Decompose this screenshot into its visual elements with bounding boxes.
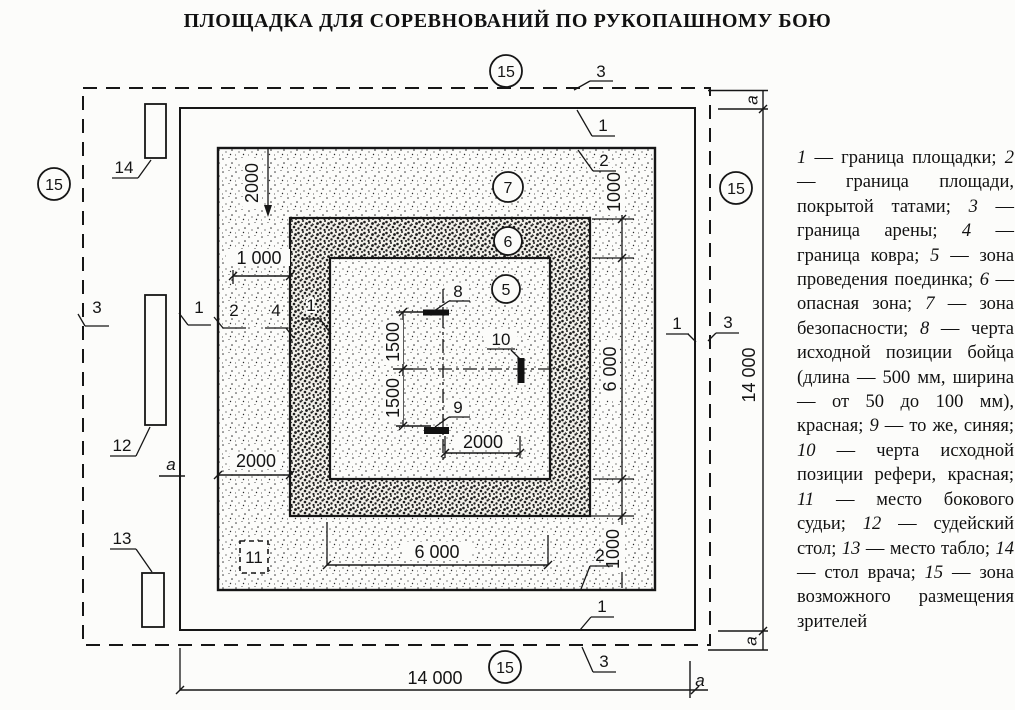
- callout-judge-table: [110, 427, 150, 456]
- svg-text:2000: 2000: [235, 451, 277, 471]
- dim-label-half-lower: 1500: [382, 377, 403, 419]
- svg-text:1: 1: [306, 296, 316, 315]
- zone-callout-spectators-right: [720, 172, 752, 204]
- callout-scoreboard: [110, 529, 152, 572]
- legend-item: 8 — черта исходной позиции бойца (длина — 500 мм, ширина — от 50 до 100 мм), красная;: [797, 318, 1014, 437]
- svg-text:5: 5: [501, 282, 511, 299]
- legend-item: 13 — место табло;: [841, 538, 991, 559]
- doctor-table: [145, 104, 166, 158]
- side-judge-place: [240, 541, 268, 573]
- zone-callout-spectators-left: [38, 168, 70, 200]
- section-mark-left: а: [166, 455, 176, 474]
- svg-text:7: 7: [503, 180, 513, 197]
- svg-text:3: 3: [92, 298, 102, 317]
- section-mark-bottom: а: [695, 671, 705, 690]
- legend-item: 7 — зона безопасности;: [797, 294, 1015, 339]
- svg-text:9: 9: [453, 398, 463, 417]
- svg-text:1: 1: [597, 597, 607, 616]
- fighter-start-line-blue: [424, 427, 449, 434]
- legend-item: 6 — опасная зона;: [797, 270, 1015, 315]
- zone-callout-spectators-top: [490, 55, 522, 87]
- legend-item: 10 — черта исходной позиции рефери, красная;: [797, 440, 1015, 486]
- callout-site-boundary-bottom: [580, 597, 614, 630]
- legend: [797, 146, 1014, 634]
- legend-item: 12 — судейский стол;: [797, 514, 1015, 559]
- svg-text:3: 3: [723, 313, 733, 332]
- svg-text:15: 15: [727, 181, 745, 198]
- svg-text:6 000: 6 000: [414, 542, 460, 562]
- callout-site-boundary-right: [666, 314, 696, 342]
- svg-text:8: 8: [453, 282, 463, 301]
- svg-text:15: 15: [496, 660, 514, 677]
- callout-arena-boundary-right: [708, 313, 739, 341]
- svg-text:14: 14: [114, 158, 134, 177]
- side-judge-label: 11: [245, 548, 263, 567]
- svg-text:1000: 1000: [602, 528, 623, 570]
- callout-site-boundary-left: [179, 298, 211, 325]
- section-mark-bottom-right: а: [741, 636, 761, 646]
- judge-table: [145, 295, 166, 425]
- callout-arena-boundary-bottom: [582, 647, 616, 672]
- section-mark-top-right: а: [742, 95, 762, 105]
- section-mark-left-group: [159, 455, 185, 476]
- svg-text:1 000: 1 000: [236, 248, 282, 268]
- legend-item: 15 — зона возможного размещения зрителей: [797, 562, 1014, 632]
- page-title: ПЛОЩАДКА ДЛЯ СОРЕВНОВАНИЙ ПО РУКОПАШНОМУ БОЮ: [183, 10, 832, 32]
- dim-label-width-total: 14 000: [407, 668, 463, 688]
- zone-callout-danger: [494, 227, 522, 255]
- legend-item: 9 — то же, синяя;: [869, 416, 1015, 437]
- zone-callout-spectators-bottom: [489, 651, 521, 683]
- legend-item: 3 — граница арены;: [797, 196, 1015, 242]
- legend-item: 14 — стол врача;: [797, 538, 1015, 583]
- legend-item: 11 — место бокового судьи;: [797, 489, 1014, 535]
- legend-item: 2 — граница площади, покрытой татами;: [797, 148, 1014, 217]
- callout-site-boundary-top: [577, 110, 615, 136]
- svg-text:2000: 2000: [241, 162, 262, 204]
- svg-text:1: 1: [672, 314, 682, 333]
- svg-text:10: 10: [491, 330, 511, 349]
- svg-text:1000: 1000: [603, 171, 624, 213]
- svg-text:6: 6: [503, 234, 513, 251]
- svg-text:2: 2: [599, 151, 609, 170]
- svg-text:4: 4: [271, 301, 281, 320]
- svg-text:15: 15: [45, 177, 63, 194]
- legend-item: 5 — зона проведения поединка;: [797, 245, 1015, 291]
- svg-text:13: 13: [112, 529, 132, 548]
- svg-text:2: 2: [229, 301, 239, 320]
- svg-text:15: 15: [497, 64, 515, 81]
- svg-text:12: 12: [112, 436, 132, 455]
- legend-item: 1 — граница площадки;: [797, 148, 997, 168]
- dim-label-half-upper: 1500: [382, 321, 403, 363]
- svg-text:3: 3: [599, 652, 609, 671]
- callout-doctor-table: [112, 158, 151, 178]
- zone-callout-safety: [493, 172, 523, 202]
- svg-text:6 000: 6 000: [599, 346, 620, 392]
- svg-text:1: 1: [194, 298, 204, 317]
- dim-width-total: [176, 648, 708, 698]
- scoreboard-place: [142, 573, 164, 627]
- svg-text:2000: 2000: [462, 432, 504, 452]
- svg-text:1: 1: [598, 116, 608, 135]
- svg-text:2: 2: [595, 546, 605, 565]
- legend-item: 4 — граница ковра;: [797, 221, 1015, 266]
- svg-text:3: 3: [596, 62, 606, 81]
- callout-arena-boundary-top: [574, 62, 613, 90]
- zone-callout-combat: [492, 275, 520, 303]
- dim-label-height-total: 14 000: [738, 347, 759, 403]
- referee-start-line: [518, 358, 525, 383]
